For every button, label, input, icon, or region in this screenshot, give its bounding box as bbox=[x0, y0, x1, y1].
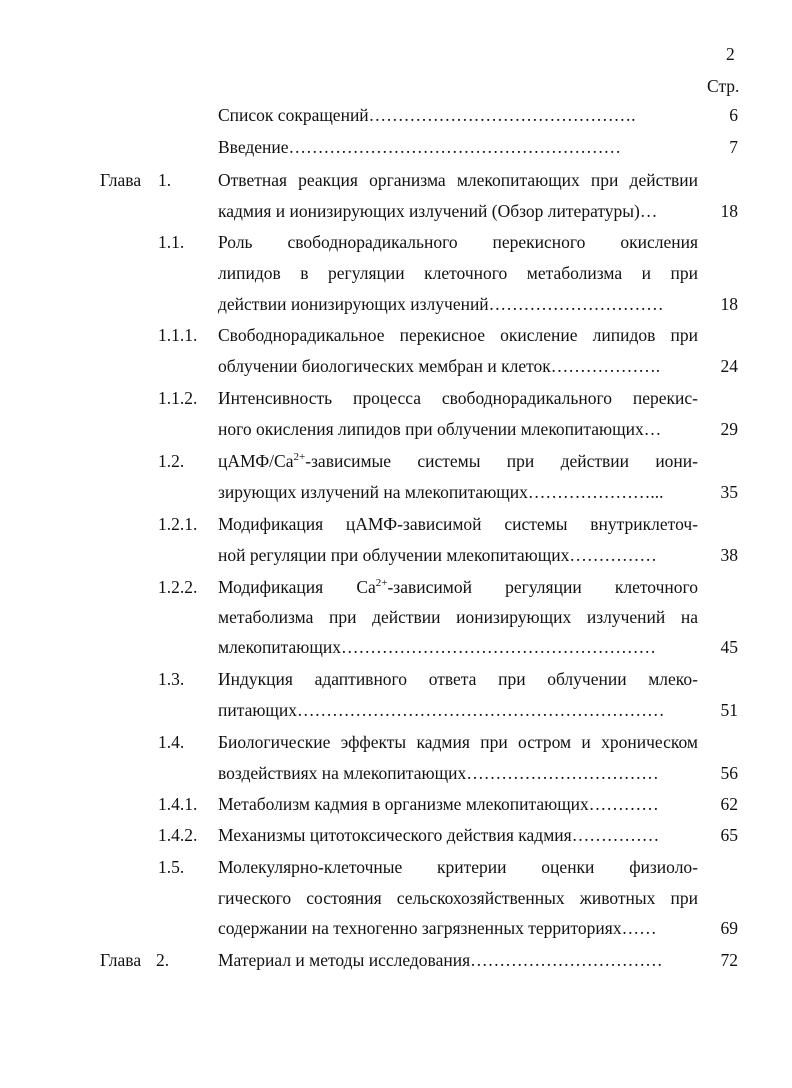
chapter-label: Глава bbox=[100, 170, 142, 190]
toc-section-1-4 bbox=[0, 732, 792, 760]
toc-section-1-1 bbox=[0, 232, 792, 260]
title-part: -зависимой регуляции клеточного bbox=[387, 577, 698, 597]
toc-section-1-1-cont bbox=[0, 294, 792, 322]
toc-section-1-5-cont bbox=[0, 918, 792, 946]
toc-entry-title-line: гического состояния сельскохозяйственных животных при bbox=[218, 888, 698, 908]
toc-entry-page: 38 bbox=[720, 545, 738, 565]
toc-section-1-2-2-cont bbox=[0, 637, 792, 665]
toc-section-1-4-cont bbox=[0, 763, 792, 791]
title-part: -зависимые системы при действии иони- bbox=[305, 451, 698, 471]
toc-entry-title-line: Роль свободнорадикального перекисного окисления bbox=[218, 232, 698, 252]
toc-entry-page: 29 bbox=[720, 419, 738, 439]
toc-entry-page: 35 bbox=[720, 482, 738, 502]
toc-entry-title: Список сокращений………………………………………. bbox=[218, 105, 636, 125]
toc-entry-page: 69 bbox=[720, 918, 738, 938]
toc-entry-title-line: содержании на техногенно загрязненных территориях…… bbox=[218, 918, 657, 938]
toc-entry-title-line: липидов в регуляции клеточного метаболизма и при bbox=[218, 263, 698, 283]
toc-entry-title-line: Ответная реакция организма млекопитающих при действии bbox=[218, 170, 698, 190]
section-number: 1.2.1. bbox=[158, 514, 198, 534]
toc-section-1-3-cont bbox=[0, 700, 792, 728]
toc-entry-page: 51 bbox=[720, 700, 738, 720]
toc-section-1-3 bbox=[0, 669, 792, 697]
toc-entry-page: 65 bbox=[720, 825, 738, 845]
section-number: 1.5. bbox=[158, 857, 185, 877]
toc-chapter-2 bbox=[0, 950, 792, 978]
section-number: 1.4.2. bbox=[158, 825, 198, 845]
toc-section-1-2-cont bbox=[0, 482, 792, 510]
toc-section-1-2-2-cont bbox=[0, 607, 792, 635]
toc-entry-title-line: кадмия и ионизирующих излучений (Обзор литературы)… bbox=[218, 201, 658, 221]
section-number: 1.1.2. bbox=[158, 388, 198, 408]
toc-entry-page: 45 bbox=[720, 637, 738, 657]
toc-entry-page: 72 bbox=[720, 950, 738, 970]
toc-entry-page: 7 bbox=[729, 137, 738, 157]
toc-entry-title-line: облучении биологических мембран и клеток………………. bbox=[218, 356, 661, 376]
toc-section-1-2-1 bbox=[0, 514, 792, 542]
toc-entry-title-line: Молекулярно-клеточные критерии оценки физиоло- bbox=[218, 857, 698, 877]
toc-entry-title-line: Свободнорадикальное перекисное окисление липидов при bbox=[218, 325, 698, 345]
toc-entry-title-line: Интенсивность процесса свободнорадикального перекис- bbox=[218, 388, 698, 408]
toc-entry-title-line: зирующих излучений на млекопитающих…………………... bbox=[218, 482, 664, 502]
toc-section-1-5 bbox=[0, 857, 792, 885]
toc-entry-page: 56 bbox=[720, 763, 738, 783]
toc-entry-page: 18 bbox=[720, 201, 738, 221]
section-number: 1.2.2. bbox=[158, 577, 198, 597]
chapter-number: 1. bbox=[158, 170, 172, 190]
toc-entry-introduction bbox=[0, 137, 792, 165]
toc-entry-title-line bbox=[218, 577, 698, 598]
toc-entry-page: 6 bbox=[729, 105, 738, 125]
toc-entry-title-line: Модификация цАМФ-зависимой системы внутриклеточ- bbox=[218, 514, 698, 534]
section-number: 1.4.1. bbox=[158, 794, 198, 814]
toc-entry-title-line: действии ионизирующих излучений………………………… bbox=[218, 294, 664, 314]
toc-entry-title: Материал и методы исследования…………………………… bbox=[218, 950, 663, 970]
toc-section-1-4-2 bbox=[0, 825, 792, 853]
toc-section-1-1-2-cont bbox=[0, 419, 792, 447]
toc-entry-abbreviations bbox=[0, 105, 792, 133]
toc-chapter-1-cont bbox=[0, 201, 792, 229]
page-column-label: Стр. bbox=[707, 76, 740, 96]
toc-section-1-1-2 bbox=[0, 388, 792, 416]
toc-entry-title-line: метаболизма при действии ионизирующих излучений на bbox=[218, 607, 698, 627]
toc-entry-title: Механизмы цитотоксического действия кадмия…………… bbox=[218, 825, 660, 845]
toc-section-1-5-cont bbox=[0, 888, 792, 916]
section-number: 1.1. bbox=[158, 232, 185, 252]
toc-entry-page: 24 bbox=[720, 356, 738, 376]
toc-entry-title-line: млекопитающих……………………………………………… bbox=[218, 637, 656, 657]
toc-chapter-1 bbox=[0, 170, 792, 198]
toc-section-1-1-1 bbox=[0, 325, 792, 353]
title-part: цАМФ/Са bbox=[218, 451, 294, 471]
toc-entry-title-line: ного окисления липидов при облучении млекопитающих… bbox=[218, 419, 662, 439]
superscript: 2+ bbox=[375, 577, 388, 590]
toc-entry-title: Введение………………………………………………… bbox=[218, 137, 622, 157]
toc-entry-title-line: воздействиях на млекопитающих…………………………… bbox=[218, 763, 659, 783]
chapter-label: Глава bbox=[100, 950, 142, 970]
toc-entry-page: 18 bbox=[720, 294, 738, 314]
toc-section-1-2-2 bbox=[0, 577, 792, 605]
superscript: 2+ bbox=[293, 451, 306, 464]
toc-section-1-1-1-cont bbox=[0, 356, 792, 384]
toc-entry-title-line bbox=[218, 451, 698, 472]
toc-section-1-1-cont bbox=[0, 263, 792, 291]
toc-section-1-2-1-cont bbox=[0, 545, 792, 573]
page-number: 2 bbox=[726, 44, 735, 64]
toc-section-1-4-1 bbox=[0, 794, 792, 822]
toc-entry-title-line: Биологические эффекты кадмия при остром и хроническом bbox=[218, 732, 698, 752]
title-part: Модификация Са bbox=[218, 577, 376, 597]
toc-entry-title-line: ной регуляции при облучении млекопитающих…………… bbox=[218, 545, 657, 565]
chapter-number: 2. bbox=[156, 950, 170, 970]
toc-entry-page: 62 bbox=[720, 794, 738, 814]
section-number: 1.2. bbox=[158, 451, 185, 471]
section-number: 1.4. bbox=[158, 732, 185, 752]
section-number: 1.1.1. bbox=[158, 325, 198, 345]
toc-entry-title-line: Индукция адаптивного ответа при облучении млеко- bbox=[218, 669, 698, 689]
toc-section-1-2 bbox=[0, 451, 792, 479]
toc-entry-title-line: питающих……………………………………………………… bbox=[218, 700, 665, 720]
section-number: 1.3. bbox=[158, 669, 185, 689]
toc-entry-title: Метаболизм кадмия в организме млекопитающих………… bbox=[218, 794, 659, 814]
